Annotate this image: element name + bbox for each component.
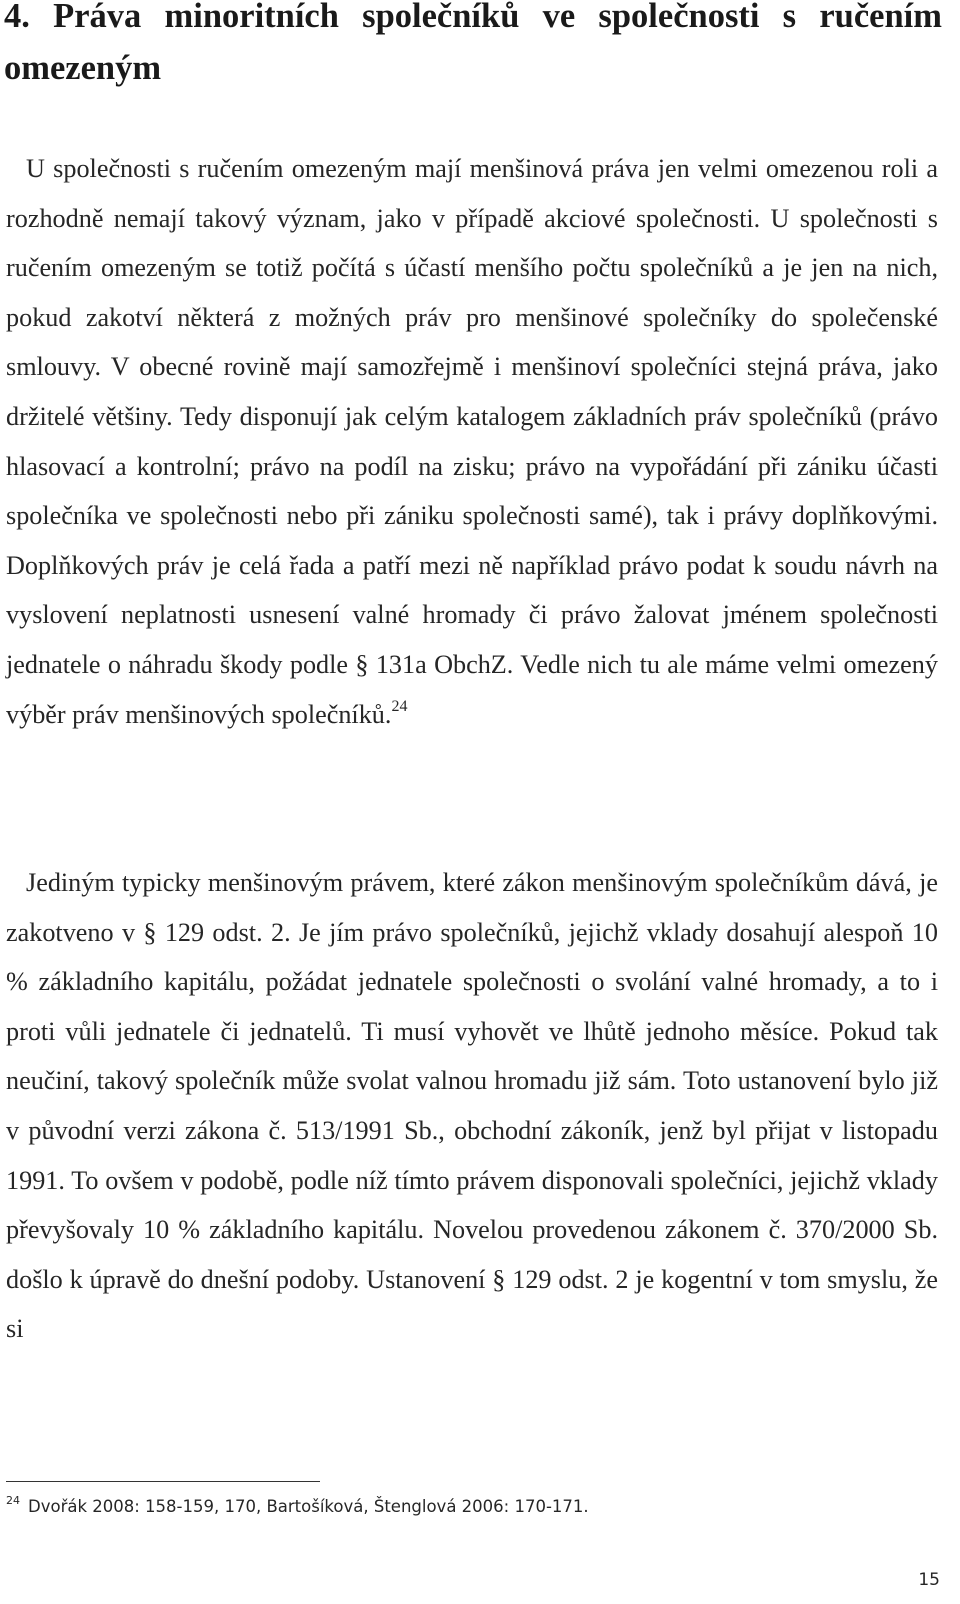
footnote-number: 24 bbox=[6, 1494, 20, 1507]
paragraph-1-text: U společnosti s ručením omezeným mají menšinová práva jen velmi omezenou roli a rozhodně nemají takový význam, jako v případě akciové společnosti. U společnosti s ručením omezeným se totiž počítá s účastí menšího počtu společníků a je jen na nich, pokud zakotví některá z možných práv pro menšinové společníky do společenské smlouvy. V obecné rovině mají samozřejmě i menšinoví společníci stejná práva, jako držitelé většiny. Tedy disponují jak celým katalogem základních práv společníků (právo hlasovací a kontrolní; právo na podíl na zisku; právo na vypořádání při zániku účasti společníka ve společnosti nebo při zániku společnosti samé), tak i právy doplňkovými. Doplňkových práv je celá řada a patří mezi ně například právo podat k soudu návrh na vyslovení neplatnosti usnesení valné hromady či právo žalovat jménem společnosti jednatele o náhradu škody podle § 131a ObchZ. Vedle nich tu ale máme velmi omezený výběr práv menšinových společníků. bbox=[6, 154, 938, 729]
footnote-text: Dvořák 2008: 158-159, 170, Bartošíková, Štenglová 2006: 170-171. bbox=[28, 1497, 589, 1516]
footnote bbox=[6, 1487, 906, 1521]
section-heading: 4. Práva minoritních společníků ve společnosti s ručením omezeným bbox=[4, 0, 942, 87]
footnote-separator bbox=[6, 1481, 320, 1482]
paragraph-1 bbox=[6, 144, 938, 739]
paragraph-2 bbox=[6, 858, 938, 1354]
footnote-reference[interactable]: 24 bbox=[391, 697, 408, 715]
page-number: 15 bbox=[918, 1570, 940, 1590]
paragraph-2-text: Jediným typicky menšinovým právem, které zákon menšinovým společníkům dává, je zakotveno v § 129 odst. 2. Je jím právo společníků, jejichž vklady dosahují alespoň 10 % základního kapitálu, požádat jednatele společnosti o svolání valné hromady, a to i proti vůli jednatele či jednatelů. Ti musí vyhovět ve lhůtě jednoho měsíce. Pokud tak neučiní, takový společník může svolat valnou hromadu již sám. Toto ustanovení bylo již v původní verzi zákona č. 513/1991 Sb., obchodní zákoník, jenž byl přijat v listopadu 1991. To ovšem v podobě, podle níž tímto právem disponovali společníci, jejichž vklady převyšovaly 10 % základního kapitálu. Novelou provedenou zákonem č. 370/2000 Sb. došlo k úpravě do dnešní podoby. Ustanovení § 129 odst. 2 je kogentní v tom smyslu, že si bbox=[6, 868, 938, 1344]
